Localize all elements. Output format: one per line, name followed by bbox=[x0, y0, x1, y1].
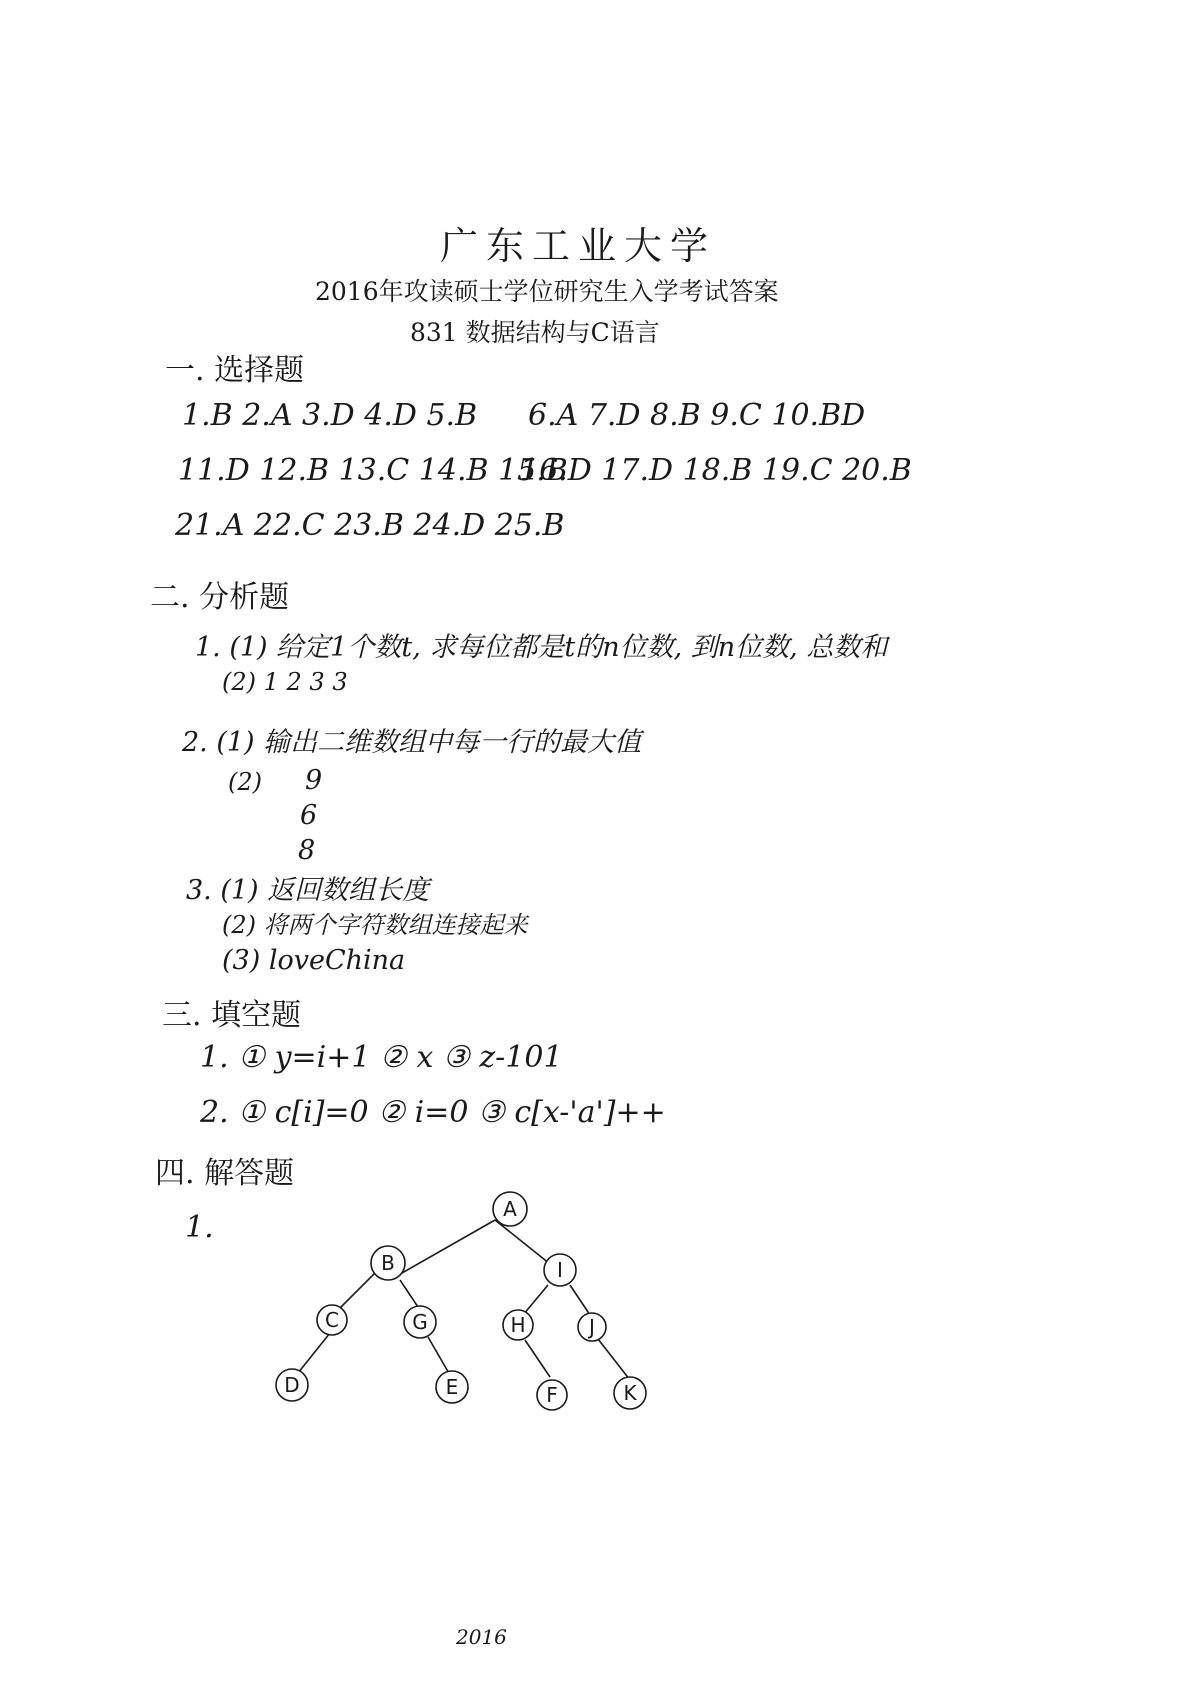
course-title: 831 数据结构与C语言 bbox=[410, 318, 660, 347]
node-b-label: B bbox=[381, 1251, 395, 1275]
section-fill-title: 三. 填空题 bbox=[162, 998, 302, 1033]
choice-row-2b: 16.D 17.D 18.B 19.C 20.B bbox=[520, 453, 912, 488]
section-answer-title: 四. 解答题 bbox=[155, 1156, 295, 1191]
analysis-q2-value-3: 8 bbox=[298, 835, 316, 866]
edge-j-k bbox=[598, 1339, 630, 1380]
node-d-label: D bbox=[284, 1373, 300, 1397]
analysis-q3-part3: (3) loveChina bbox=[222, 945, 406, 976]
choice-row-1a: 1.B 2.A 3.D 4.D 5.B bbox=[182, 398, 478, 433]
edge-g-e bbox=[428, 1337, 450, 1375]
analysis-q3-part2: (2) 将两个字符数组连接起来 bbox=[222, 911, 528, 939]
fill-q1: 1. ① y=i+1 ② x ③ z-101 bbox=[200, 1040, 563, 1075]
node-i-label: I bbox=[557, 1258, 563, 1282]
node-c-label: C bbox=[325, 1308, 339, 1332]
node-h-label: H bbox=[510, 1313, 526, 1337]
section-analysis-title: 二. 分析题 bbox=[150, 580, 290, 615]
choice-row-1b: 6.A 7.D 8.B 9.C 10.BD bbox=[528, 398, 866, 433]
fill-q2: 2. ① c[i]=0 ② i=0 ③ c[x-'a']++ bbox=[200, 1095, 666, 1130]
answer-q1-label: 1. bbox=[185, 1210, 214, 1245]
analysis-q2-value-2: 6 bbox=[300, 800, 318, 831]
edge-h-f bbox=[525, 1340, 550, 1377]
node-g-label: G bbox=[412, 1310, 428, 1334]
node-j-label: J bbox=[589, 1315, 595, 1339]
binary-tree-diagram bbox=[270, 1197, 720, 1515]
edge-c-d bbox=[298, 1333, 330, 1373]
node-k-label: K bbox=[623, 1381, 637, 1405]
node-a-label: A bbox=[503, 1197, 517, 1221]
edge-i-j bbox=[570, 1285, 590, 1315]
edge-a-b bbox=[395, 1220, 495, 1277]
university-title: 广东工业大学 bbox=[440, 224, 717, 268]
node-f-label: F bbox=[546, 1383, 558, 1407]
analysis-q2-part1: 2. (1) 输出二维数组中每一行的最大值 bbox=[182, 727, 642, 758]
analysis-q1-part2: (2) 1 2 3 3 bbox=[222, 668, 348, 696]
node-e-label: E bbox=[445, 1375, 459, 1399]
exam-subtitle: 2016年攻读硕士学位研究生入学考试答案 bbox=[315, 277, 779, 306]
analysis-q1-part1: 1. (1) 给定1个数t, 求每位都是t的n位数, 到n位数, 总数和 bbox=[195, 632, 888, 663]
edge-i-h bbox=[523, 1285, 548, 1315]
page-footer: 2016 bbox=[456, 1625, 507, 1649]
choice-row-3: 21.A 22.C 23.B 24.D 25.B bbox=[175, 508, 565, 543]
analysis-q2-part2-label: (2) bbox=[228, 768, 262, 796]
analysis-q2-value-1: 9 bbox=[305, 765, 323, 796]
section-choice-title: 一. 选择题 bbox=[165, 353, 305, 388]
analysis-q3-part1: 3. (1) 返回数组长度 bbox=[186, 875, 430, 906]
choice-row-2a: 11.D 12.B 13.C 14.B 15.B bbox=[178, 453, 568, 488]
